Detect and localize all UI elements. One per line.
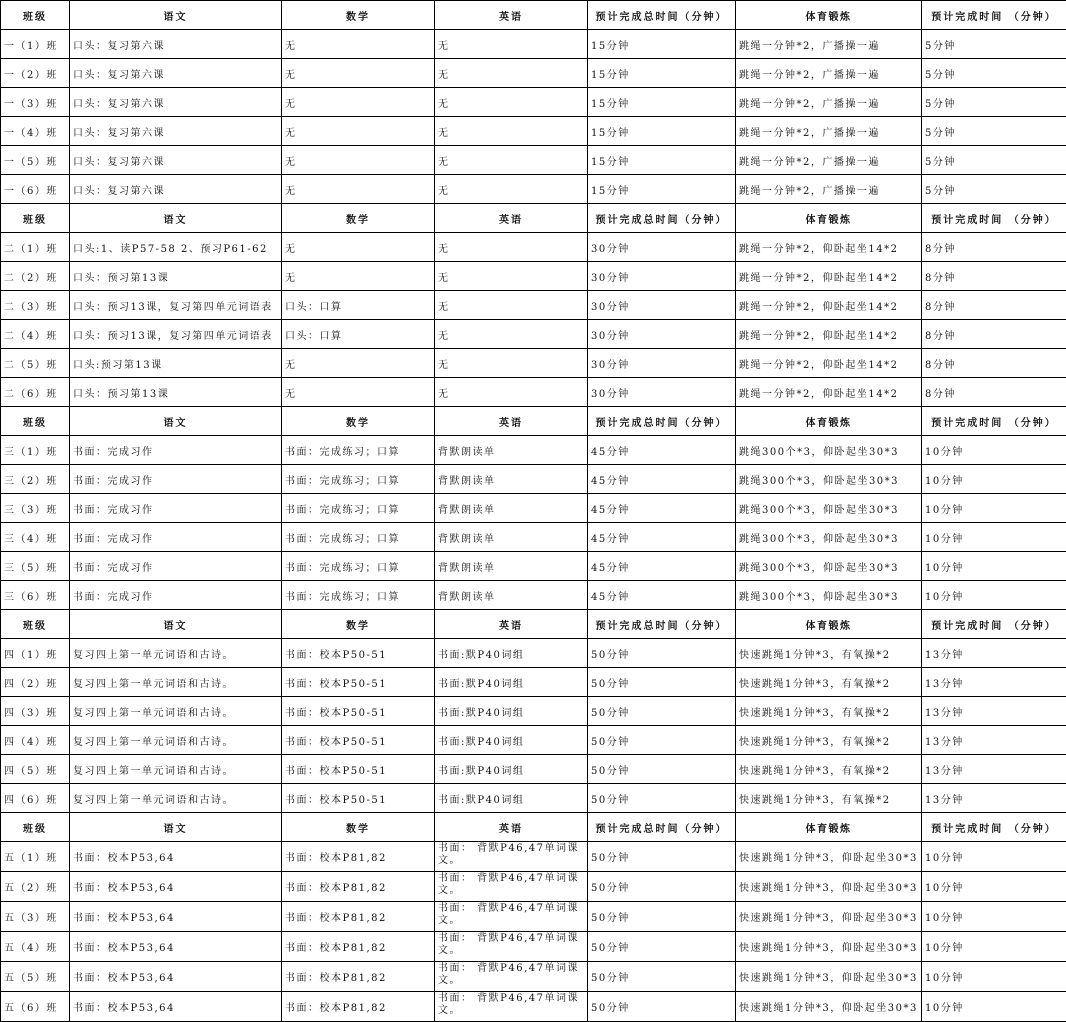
total-time-cell: 30分钟	[588, 233, 736, 262]
class-cell: 一（4）班	[1, 117, 70, 146]
header-math: 数学	[282, 610, 435, 639]
pe-time-cell: 10分钟	[922, 842, 1066, 872]
pe-cell: 跳绳一分钟*2，广播操一遍	[736, 59, 922, 88]
pe-cell: 跳绳一分钟*2，广播操一遍	[736, 30, 922, 59]
pe-time-cell: 10分钟	[922, 436, 1066, 465]
class-cell: 四（4）班	[1, 726, 70, 755]
english-cell: 无	[435, 291, 588, 320]
chinese-cell: 书面：完成习作	[70, 465, 282, 494]
header-row	[1, 407, 1066, 436]
class-cell: 三（2）班	[1, 465, 70, 494]
total-time-cell: 50分钟	[588, 668, 736, 697]
english-cell: 无	[435, 233, 588, 262]
chinese-cell: 复习四上第一单元词语和古诗。	[70, 697, 282, 726]
math-cell: 书面：校本P81,82	[282, 872, 435, 902]
english-cell: 书面： 背默P46,47单词课文。	[435, 932, 588, 962]
pe-cell: 跳绳300个*3，仰卧起坐30*3	[736, 494, 922, 523]
pe-time-cell: 5分钟	[922, 88, 1066, 117]
class-cell: 四（1）班	[1, 639, 70, 668]
english-cell: 书面： 背默P46,47单词课文。	[435, 992, 588, 1022]
header-pe: 体育锻炼	[736, 1, 922, 30]
pe-time-cell: 8分钟	[922, 320, 1066, 349]
total-time-cell: 30分钟	[588, 262, 736, 291]
chinese-cell: 口头：复习第六课	[70, 146, 282, 175]
pe-time-cell: 10分钟	[922, 992, 1066, 1022]
header-pe: 体育锻炼	[736, 610, 922, 639]
class-cell: 三（3）班	[1, 494, 70, 523]
english-cell: 无	[435, 175, 588, 204]
english-cell: 书面:默P40词组	[435, 697, 588, 726]
chinese-cell: 口头：预习第13课	[70, 378, 282, 407]
table-row	[1, 30, 1066, 59]
math-cell: 无	[282, 146, 435, 175]
english-cell: 书面:默P40词组	[435, 668, 588, 697]
pe-cell: 跳绳300个*3，仰卧起坐30*3	[736, 581, 922, 610]
chinese-cell: 书面：完成习作	[70, 523, 282, 552]
class-cell: 三（4）班	[1, 523, 70, 552]
class-cell: 四（3）班	[1, 697, 70, 726]
math-cell: 书面：校本P50-51	[282, 697, 435, 726]
total-time-cell: 45分钟	[588, 552, 736, 581]
header-english: 英语	[435, 610, 588, 639]
table-row	[1, 726, 1066, 755]
math-cell: 书面：校本P50-51	[282, 755, 435, 784]
math-cell: 书面：校本P50-51	[282, 639, 435, 668]
total-time-cell: 50分钟	[588, 932, 736, 962]
table-row	[1, 668, 1066, 697]
english-cell: 书面:默P40词组	[435, 726, 588, 755]
english-cell: 无	[435, 262, 588, 291]
table-row	[1, 349, 1066, 378]
total-time-cell: 15分钟	[588, 175, 736, 204]
total-time-cell: 15分钟	[588, 30, 736, 59]
class-cell: 三（1）班	[1, 436, 70, 465]
chinese-cell: 书面：校本P53,64	[70, 902, 282, 932]
english-cell: 背默朗读单	[435, 465, 588, 494]
header-pe-time: 预计完成时间 （分钟）	[922, 610, 1066, 639]
total-time-cell: 50分钟	[588, 992, 736, 1022]
class-cell: 一（6）班	[1, 175, 70, 204]
table-row	[1, 842, 1066, 872]
header-total-time: 预计完成总时间（分钟）	[588, 610, 736, 639]
english-cell: 书面： 背默P46,47单词课文。	[435, 872, 588, 902]
pe-cell: 快速跳绳1分钟*3，有氧操*2	[736, 726, 922, 755]
pe-time-cell: 10分钟	[922, 932, 1066, 962]
chinese-cell: 口头：预习第13课	[70, 262, 282, 291]
english-cell: 书面:默P40词组	[435, 755, 588, 784]
table-row	[1, 932, 1066, 962]
total-time-cell: 30分钟	[588, 349, 736, 378]
total-time-cell: 30分钟	[588, 320, 736, 349]
pe-time-cell: 10分钟	[922, 552, 1066, 581]
math-cell: 口头：口算	[282, 320, 435, 349]
chinese-cell: 口头：预习13课，复习第四单元词语表	[70, 291, 282, 320]
chinese-cell: 口头：复习第六课	[70, 175, 282, 204]
pe-cell: 跳绳300个*3，仰卧起坐30*3	[736, 552, 922, 581]
english-cell: 无	[435, 88, 588, 117]
pe-time-cell: 10分钟	[922, 581, 1066, 610]
pe-cell: 跳绳300个*3，仰卧起坐30*3	[736, 523, 922, 552]
pe-cell: 跳绳一分钟*2，仰卧起坐14*2	[736, 320, 922, 349]
table-row	[1, 117, 1066, 146]
chinese-cell: 书面：完成习作	[70, 552, 282, 581]
total-time-cell: 50分钟	[588, 842, 736, 872]
math-cell: 无	[282, 378, 435, 407]
total-time-cell: 45分钟	[588, 436, 736, 465]
class-cell: 二（1）班	[1, 233, 70, 262]
class-cell: 二（6）班	[1, 378, 70, 407]
english-cell: 书面： 背默P46,47单词课文。	[435, 842, 588, 872]
pe-cell: 快速跳绳1分钟*3，有氧操*2	[736, 639, 922, 668]
pe-time-cell: 13分钟	[922, 726, 1066, 755]
header-pe: 体育锻炼	[736, 204, 922, 233]
math-cell: 书面：校本P81,82	[282, 932, 435, 962]
math-cell: 无	[282, 233, 435, 262]
header-pe-time: 预计完成时间 （分钟）	[922, 1, 1066, 30]
english-cell: 无	[435, 320, 588, 349]
header-class: 班级	[1, 407, 70, 436]
pe-time-cell: 10分钟	[922, 465, 1066, 494]
pe-cell: 跳绳一分钟*2，仰卧起坐14*2	[736, 262, 922, 291]
pe-cell: 跳绳一分钟*2，广播操一遍	[736, 146, 922, 175]
class-cell: 二（2）班	[1, 262, 70, 291]
header-row	[1, 610, 1066, 639]
pe-cell: 跳绳一分钟*2，广播操一遍	[736, 117, 922, 146]
pe-time-cell: 5分钟	[922, 117, 1066, 146]
pe-time-cell: 10分钟	[922, 494, 1066, 523]
header-pe-time: 预计完成时间 （分钟）	[922, 407, 1066, 436]
table-row	[1, 552, 1066, 581]
table-row	[1, 59, 1066, 88]
header-math: 数学	[282, 407, 435, 436]
pe-time-cell: 8分钟	[922, 233, 1066, 262]
english-cell: 书面:默P40词组	[435, 784, 588, 813]
header-english: 英语	[435, 204, 588, 233]
class-cell: 一（5）班	[1, 146, 70, 175]
chinese-cell: 复习四上第一单元词语和古诗。	[70, 668, 282, 697]
header-total-time: 预计完成总时间（分钟）	[588, 204, 736, 233]
total-time-cell: 45分钟	[588, 523, 736, 552]
class-cell: 一（1）班	[1, 30, 70, 59]
math-cell: 无	[282, 262, 435, 291]
math-cell: 书面：校本P81,82	[282, 902, 435, 932]
table-row	[1, 494, 1066, 523]
total-time-cell: 15分钟	[588, 88, 736, 117]
pe-time-cell: 10分钟	[922, 872, 1066, 902]
table-row	[1, 291, 1066, 320]
chinese-cell: 口头：复习第六课	[70, 117, 282, 146]
chinese-cell: 复习四上第一单元词语和古诗。	[70, 639, 282, 668]
header-english: 英语	[435, 1, 588, 30]
pe-cell: 快速跳绳1分钟*3，仰卧起坐30*3	[736, 932, 922, 962]
pe-cell: 跳绳一分钟*2，广播操一遍	[736, 88, 922, 117]
chinese-cell: 口头:1、读P57-58 2、预习P61-62	[70, 233, 282, 262]
total-time-cell: 15分钟	[588, 117, 736, 146]
table-row	[1, 320, 1066, 349]
pe-time-cell: 10分钟	[922, 523, 1066, 552]
header-english: 英语	[435, 407, 588, 436]
english-cell: 书面： 背默P46,47单词课文。	[435, 902, 588, 932]
pe-time-cell: 10分钟	[922, 962, 1066, 992]
math-cell: 书面：校本P81,82	[282, 962, 435, 992]
total-time-cell: 50分钟	[588, 726, 736, 755]
pe-cell: 跳绳一分钟*2，广播操一遍	[736, 175, 922, 204]
math-cell: 口头：口算	[282, 291, 435, 320]
total-time-cell: 15分钟	[588, 146, 736, 175]
chinese-cell: 书面：校本P53,64	[70, 962, 282, 992]
pe-cell: 快速跳绳1分钟*3，仰卧起坐30*3	[736, 992, 922, 1022]
pe-cell: 快速跳绳1分钟*3，有氧操*2	[736, 784, 922, 813]
total-time-cell: 50分钟	[588, 697, 736, 726]
header-math: 数学	[282, 1, 435, 30]
pe-time-cell: 5分钟	[922, 59, 1066, 88]
class-cell: 二（4）班	[1, 320, 70, 349]
chinese-cell: 复习四上第一单元词语和古诗。	[70, 784, 282, 813]
class-cell: 四（5）班	[1, 755, 70, 784]
table-row	[1, 465, 1066, 494]
chinese-cell: 口头：复习第六课	[70, 59, 282, 88]
total-time-cell: 50分钟	[588, 902, 736, 932]
pe-time-cell: 13分钟	[922, 668, 1066, 697]
math-cell: 书面：校本P50-51	[282, 726, 435, 755]
pe-time-cell: 5分钟	[922, 146, 1066, 175]
pe-time-cell: 5分钟	[922, 175, 1066, 204]
table-row	[1, 262, 1066, 291]
total-time-cell: 15分钟	[588, 59, 736, 88]
pe-cell: 跳绳一分钟*2，仰卧起坐14*2	[736, 378, 922, 407]
chinese-cell: 书面：校本P53,64	[70, 992, 282, 1022]
header-row	[1, 204, 1066, 233]
table-row	[1, 784, 1066, 813]
table-row	[1, 755, 1066, 784]
header-class: 班级	[1, 813, 70, 842]
chinese-cell: 复习四上第一单元词语和古诗。	[70, 755, 282, 784]
math-cell: 无	[282, 30, 435, 59]
table-row	[1, 378, 1066, 407]
chinese-cell: 书面：完成习作	[70, 436, 282, 465]
pe-time-cell: 8分钟	[922, 378, 1066, 407]
header-chinese: 语文	[70, 204, 282, 233]
table-row	[1, 697, 1066, 726]
pe-cell: 快速跳绳1分钟*3，仰卧起坐30*3	[736, 842, 922, 872]
pe-cell: 快速跳绳1分钟*3，有氧操*2	[736, 697, 922, 726]
table-row	[1, 902, 1066, 932]
math-cell: 无	[282, 175, 435, 204]
total-time-cell: 45分钟	[588, 494, 736, 523]
table-row	[1, 992, 1066, 1022]
class-cell: 五（3）班	[1, 902, 70, 932]
table-row	[1, 962, 1066, 992]
header-math: 数学	[282, 813, 435, 842]
table-row	[1, 436, 1066, 465]
class-cell: 一（2）班	[1, 59, 70, 88]
header-chinese: 语文	[70, 407, 282, 436]
class-cell: 五（4）班	[1, 932, 70, 962]
header-math: 数学	[282, 204, 435, 233]
pe-time-cell: 10分钟	[922, 902, 1066, 932]
total-time-cell: 45分钟	[588, 581, 736, 610]
english-cell: 无	[435, 59, 588, 88]
english-cell: 背默朗读单	[435, 581, 588, 610]
english-cell: 背默朗读单	[435, 552, 588, 581]
class-cell: 二（3）班	[1, 291, 70, 320]
math-cell: 书面：校本P50-51	[282, 784, 435, 813]
class-cell: 三（5）班	[1, 552, 70, 581]
table-row	[1, 233, 1066, 262]
math-cell: 书面：完成练习；口算	[282, 494, 435, 523]
class-cell: 五（5）班	[1, 962, 70, 992]
math-cell: 书面：校本P81,82	[282, 842, 435, 872]
math-cell: 书面：校本P81,82	[282, 992, 435, 1022]
header-chinese: 语文	[70, 813, 282, 842]
chinese-cell: 书面：校本P53,64	[70, 932, 282, 962]
english-cell: 无	[435, 30, 588, 59]
math-cell: 无	[282, 349, 435, 378]
header-total-time: 预计完成总时间（分钟）	[588, 407, 736, 436]
total-time-cell: 50分钟	[588, 784, 736, 813]
total-time-cell: 45分钟	[588, 465, 736, 494]
class-cell: 四（6）班	[1, 784, 70, 813]
class-cell: 四（2）班	[1, 668, 70, 697]
table-row	[1, 581, 1066, 610]
math-cell: 无	[282, 117, 435, 146]
class-cell: 五（6）班	[1, 992, 70, 1022]
english-cell: 背默朗读单	[435, 436, 588, 465]
header-english: 英语	[435, 813, 588, 842]
pe-cell: 快速跳绳1分钟*3，有氧操*2	[736, 668, 922, 697]
header-pe: 体育锻炼	[736, 407, 922, 436]
table-body	[1, 1, 1066, 1022]
chinese-cell: 口头：复习第六课	[70, 30, 282, 59]
english-cell: 背默朗读单	[435, 494, 588, 523]
pe-cell: 跳绳一分钟*2，仰卧起坐14*2	[736, 233, 922, 262]
math-cell: 书面：校本P50-51	[282, 668, 435, 697]
header-row	[1, 1, 1066, 30]
chinese-cell: 书面：校本P53,64	[70, 872, 282, 902]
table-row	[1, 88, 1066, 117]
header-pe: 体育锻炼	[736, 813, 922, 842]
header-class: 班级	[1, 1, 70, 30]
table-row	[1, 523, 1066, 552]
english-cell: 无	[435, 117, 588, 146]
total-time-cell: 50分钟	[588, 639, 736, 668]
pe-time-cell: 13分钟	[922, 697, 1066, 726]
pe-time-cell: 13分钟	[922, 784, 1066, 813]
class-cell: 二（5）班	[1, 349, 70, 378]
pe-cell: 快速跳绳1分钟*3，仰卧起坐30*3	[736, 872, 922, 902]
chinese-cell: 书面：校本P53,64	[70, 842, 282, 872]
header-class: 班级	[1, 610, 70, 639]
math-cell: 书面：完成练习；口算	[282, 436, 435, 465]
math-cell: 无	[282, 88, 435, 117]
table-row	[1, 175, 1066, 204]
class-cell: 五（2）班	[1, 872, 70, 902]
math-cell: 无	[282, 59, 435, 88]
table-row	[1, 639, 1066, 668]
header-total-time: 预计完成总时间（分钟）	[588, 1, 736, 30]
pe-time-cell: 8分钟	[922, 291, 1066, 320]
pe-time-cell: 8分钟	[922, 262, 1066, 291]
pe-time-cell: 13分钟	[922, 639, 1066, 668]
total-time-cell: 50分钟	[588, 872, 736, 902]
table-row	[1, 146, 1066, 175]
class-cell: 五（1）班	[1, 842, 70, 872]
header-chinese: 语文	[70, 610, 282, 639]
english-cell: 书面:默P40词组	[435, 639, 588, 668]
chinese-cell: 书面：完成习作	[70, 581, 282, 610]
pe-cell: 跳绳300个*3，仰卧起坐30*3	[736, 465, 922, 494]
pe-cell: 跳绳一分钟*2，仰卧起坐14*2	[736, 349, 922, 378]
chinese-cell: 口头：预习13课，复习第四单元词语表	[70, 320, 282, 349]
header-class: 班级	[1, 204, 70, 233]
english-cell: 无	[435, 349, 588, 378]
header-pe-time: 预计完成时间 （分钟）	[922, 204, 1066, 233]
pe-cell: 跳绳一分钟*2，仰卧起坐14*2	[736, 291, 922, 320]
pe-cell: 快速跳绳1分钟*3，仰卧起坐30*3	[736, 962, 922, 992]
header-row	[1, 813, 1066, 842]
pe-time-cell: 8分钟	[922, 349, 1066, 378]
english-cell: 背默朗读单	[435, 523, 588, 552]
total-time-cell: 30分钟	[588, 291, 736, 320]
math-cell: 书面：完成练习；口算	[282, 465, 435, 494]
english-cell: 无	[435, 378, 588, 407]
chinese-cell: 复习四上第一单元词语和古诗。	[70, 726, 282, 755]
total-time-cell: 30分钟	[588, 378, 736, 407]
chinese-cell: 书面：完成习作	[70, 494, 282, 523]
header-pe-time: 预计完成时间 （分钟）	[922, 813, 1066, 842]
header-chinese: 语文	[70, 1, 282, 30]
pe-time-cell: 13分钟	[922, 755, 1066, 784]
pe-cell: 快速跳绳1分钟*3，有氧操*2	[736, 755, 922, 784]
total-time-cell: 50分钟	[588, 755, 736, 784]
english-cell: 书面： 背默P46,47单词课文。	[435, 962, 588, 992]
math-cell: 书面：完成练习；口算	[282, 552, 435, 581]
total-time-cell: 50分钟	[588, 962, 736, 992]
pe-time-cell: 5分钟	[922, 30, 1066, 59]
pe-cell: 快速跳绳1分钟*3，仰卧起坐30*3	[736, 902, 922, 932]
header-total-time: 预计完成总时间（分钟）	[588, 813, 736, 842]
table-row	[1, 872, 1066, 902]
chinese-cell: 口头：复习第六课	[70, 88, 282, 117]
pe-cell: 跳绳300个*3，仰卧起坐30*3	[736, 436, 922, 465]
math-cell: 书面：完成练习；口算	[282, 581, 435, 610]
class-cell: 三（6）班	[1, 581, 70, 610]
math-cell: 书面：完成练习；口算	[282, 523, 435, 552]
class-cell: 一（3）班	[1, 88, 70, 117]
english-cell: 无	[435, 146, 588, 175]
chinese-cell: 口头:预习第13课	[70, 349, 282, 378]
